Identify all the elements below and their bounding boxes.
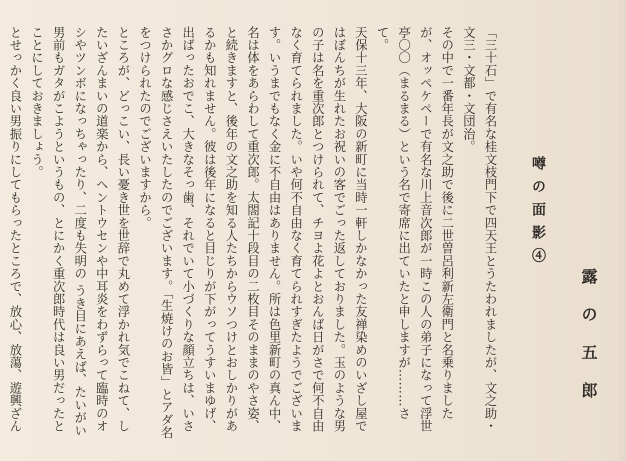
series-title: 噂の面影④ (530, 156, 546, 271)
paragraph-2: その中で一番年長が文之助で後に二世曽呂利新左衛門と名乗りましたが、オッペケペーで有名な川上音次郎が一時この人の弟子になって浮世亭〇〇（まるまる）という名で寄席に出ていたと申しますが………さて。 (375, 26, 454, 433)
page-edge-shadow (618, 0, 626, 461)
body-text (7, 26, 500, 440)
author-name: 露の五郎 (579, 268, 598, 420)
paragraph-4: ところが、どっこい、長い憂き世を世辞で丸めて浮かれ気でこねて、したいざんまいの道楽から、ヘントウセンや中耳炎をわずらって臨時のオシやツンボになっちゃったり、二度も失明の うき目にあえば、たいがい男前もガタがこようというもの、とにかく重次郎時代は良い男だったとことにしておきましょう。 (29, 26, 130, 437)
paragraph-1: 「三十石」で有名な桂文枝門下で四天王とうたわれましたが、文之助・文三・文都・文団治。 (461, 26, 497, 433)
paragraph-5: とせっかく良い男振りにしてもらったところで、放心、放蕩、遊興ざん (7, 26, 22, 433)
paragraph-3: 天保十三年、大阪の新町に当時一軒しかなかった友禅染めのいざし屋ではぼんちが生れたお祝いの客でごった返しておりました。玉のような男の子は名を重次郎とつけられて、チヨよ花よとおんば日がさで何不自由なく育てられました。いや何不自由なく育てられすぎたようでございます。いうまでもなく金に不自由はありません。所は色里新町の真ん中、名は体をあらわして重次郎。太閤記十段目の二枚目そのままのやさ姿、と続きますと、後年の文之助を知る人たちからウソつけとおしかりがあるかも知れません。彼は後年になると目じりが下がってうすいまゆげ、出ばったおでこ、大きなそっ歯、それでいて小づくりな顔立ちは、いささかグロな感じさえいたしたのでございます。「生焼けのお皆」とアダ名をつけられたのでございますから。 (137, 26, 368, 439)
